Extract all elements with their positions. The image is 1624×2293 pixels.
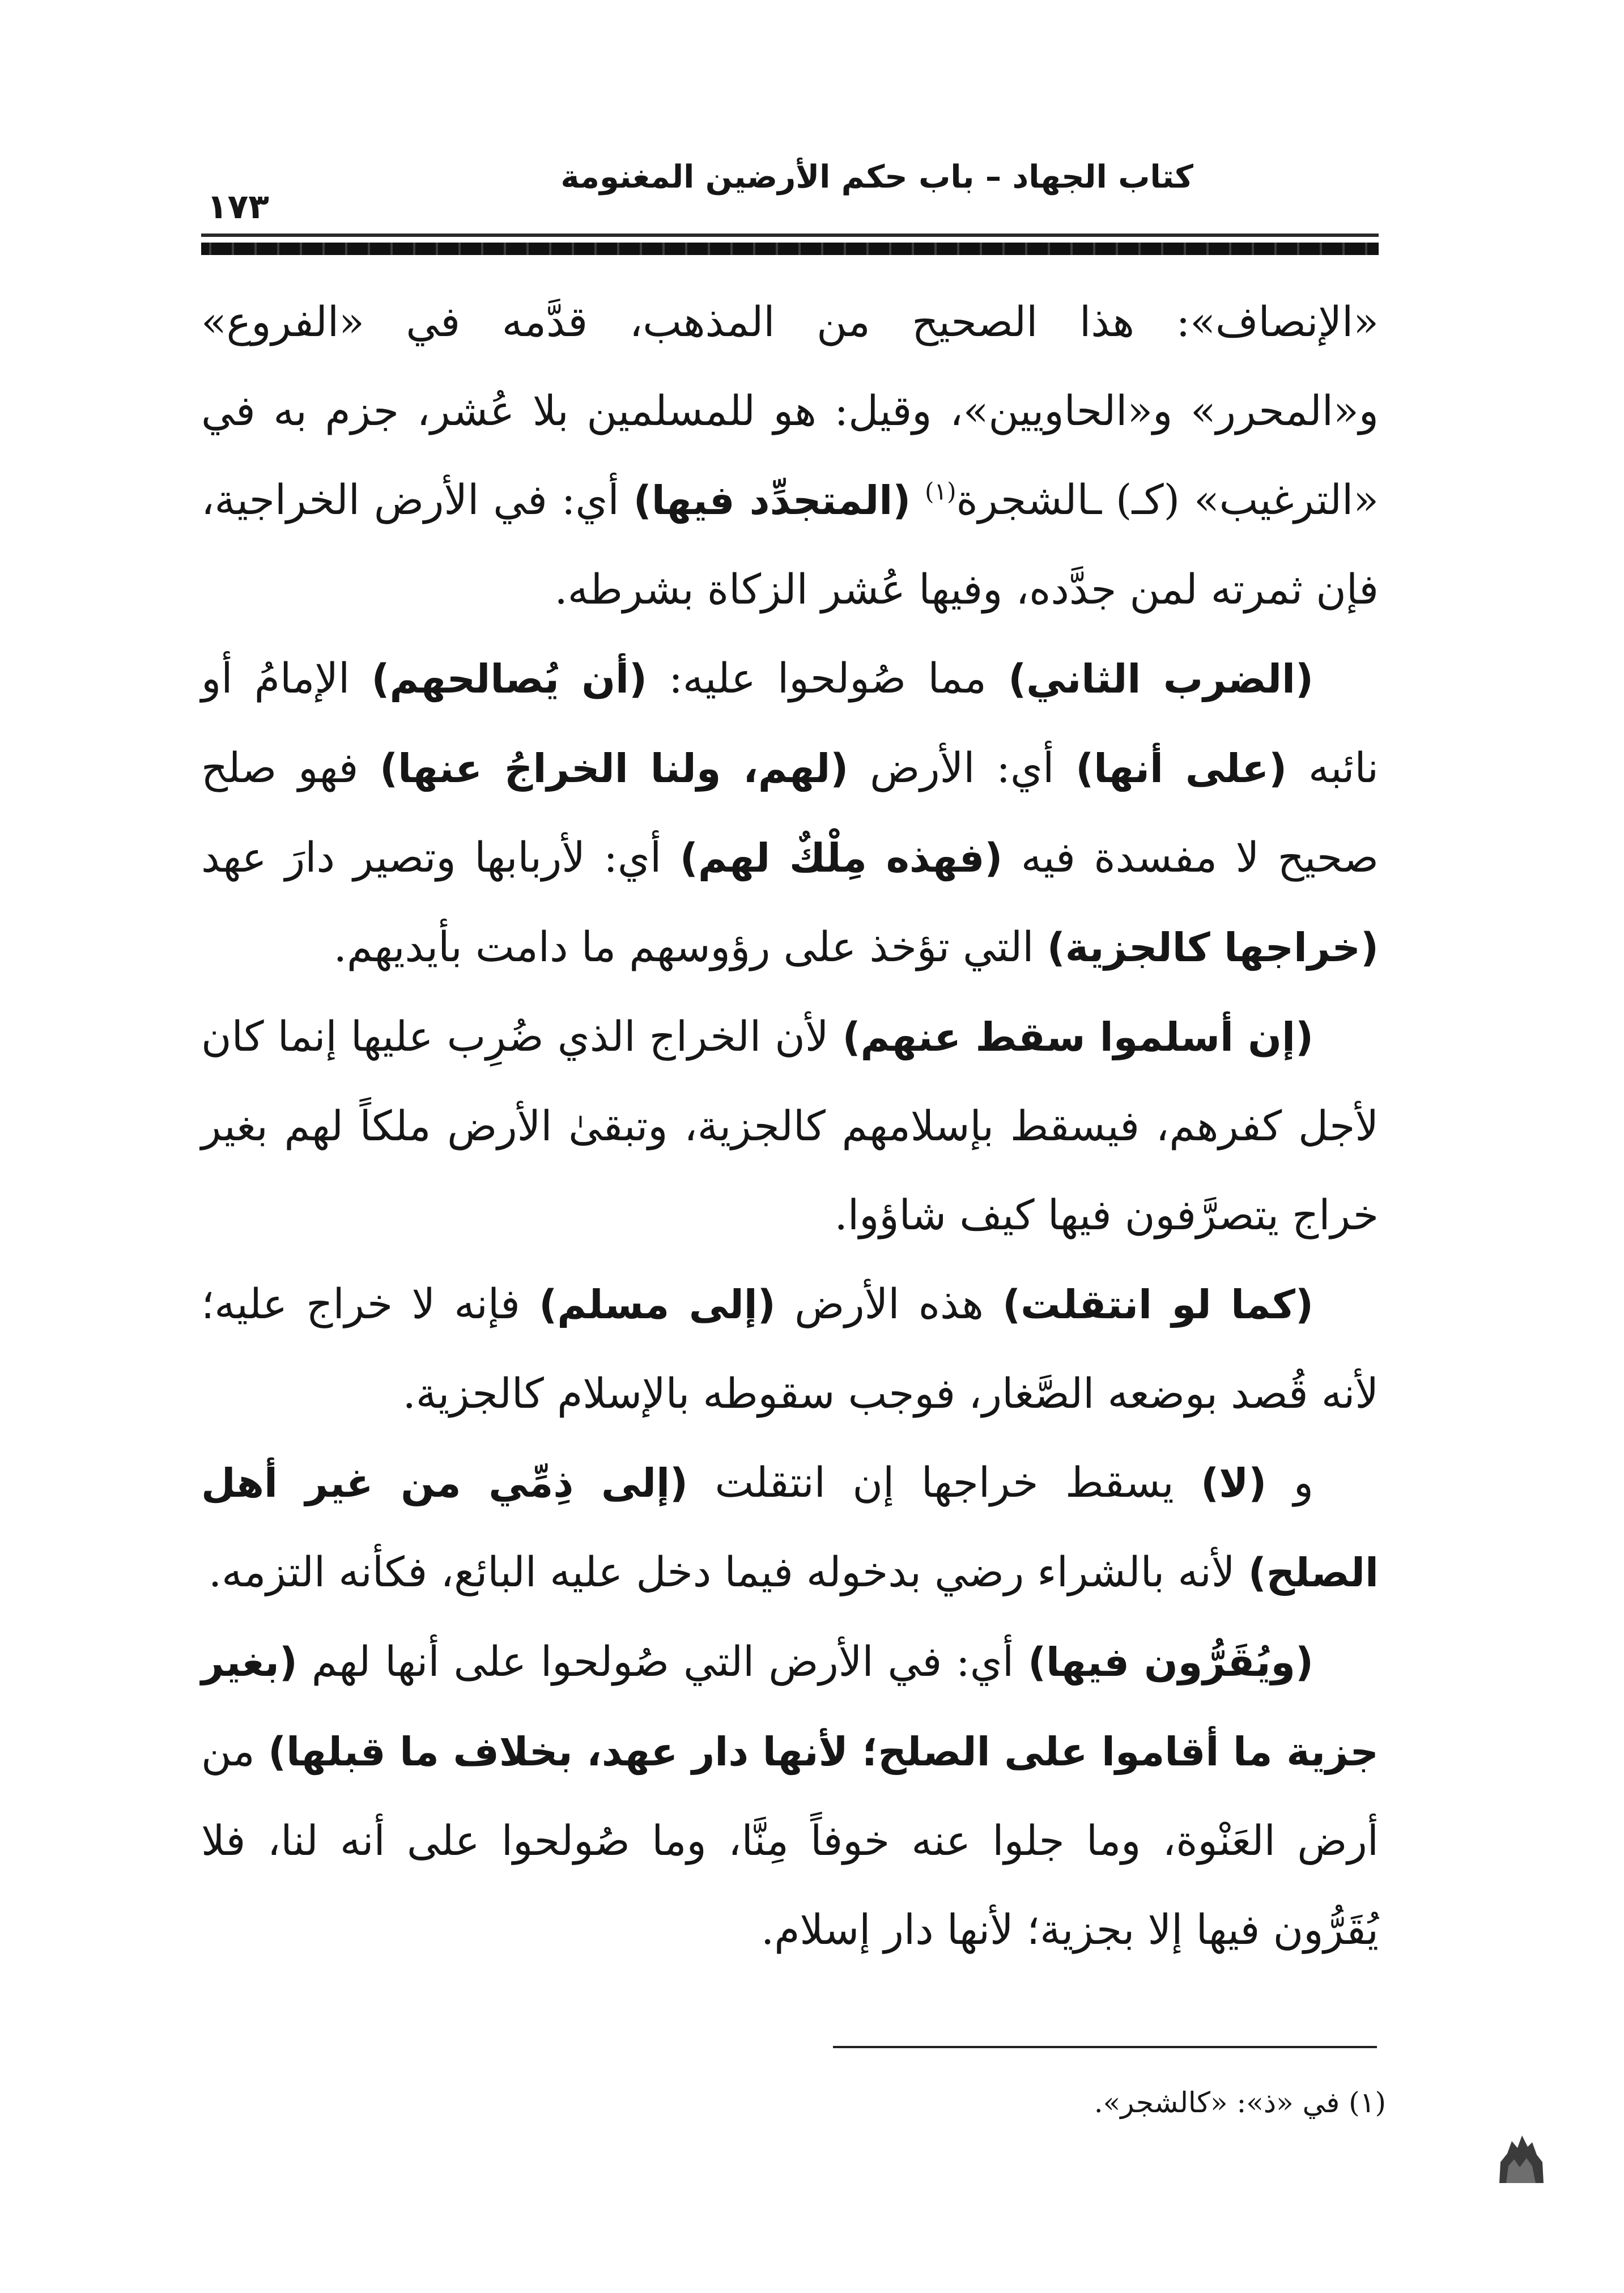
line-3-end: أي: في الأرض الخراجية، فإن ثمرته — [201, 476, 1379, 614]
text-run: فهو صلح صحيح لا مفسدة فيه — [201, 744, 1379, 882]
text-run: من أرض العَنْوة، وما جلوا عنه خوفاً مِنَّا، وما صُولحوا على أنه لنا، فلا يُقَرُّون فيها إلا بجزية؛ لأنها دار إسلام. — [201, 1727, 1379, 1954]
paragraph-2 — [201, 634, 1379, 992]
bold-phrase: (كما لو انتقلت) — [1002, 1281, 1313, 1328]
text-run: هذه الأرض — [775, 1280, 1003, 1328]
bold-phrase: (لهم، ولنا الخراجُ عنها) — [380, 745, 849, 792]
text-run: الإمامُ أو نائبه — [201, 655, 1379, 792]
line-2: و«الحاويين»، وقيل: هو للمسلمين بلا عُشر، جزم به في «الترغيب» — [201, 387, 1379, 524]
bold-phrase: (بغير جزية ما أقاموا على الصلح؛ لأنها دار عهد، بخلاف ما قبلها) — [201, 1639, 1379, 1775]
bold-phrase: (إلى مسلم) — [539, 1281, 776, 1328]
text-run: لأن الخراج الذي ضُرِب عليها إنما كان لأجل كفرهم، فيسقط بإسلامهم كالجزية، وتبقىٰ الأرض ملكاً لهم بغير خراج يتصرَّفون فيها كيف شاؤوا. — [201, 1013, 1379, 1239]
publisher-mark-icon — [1495, 2131, 1546, 2185]
line-4: لمن جدَّده، وفيها عُشر الزكاة بشرطه. — [554, 566, 1198, 614]
text-run: و — [1266, 1459, 1314, 1507]
bold-phrase: (الضرب الثاني) — [1008, 656, 1313, 702]
text-run: أي: الأرض — [848, 744, 1076, 792]
text-run: لأنه بالشراء رضي بدخوله فيما دخل عليه البائع، فكأنه التزمه. — [208, 1548, 1248, 1596]
bold-phrase: (لا) — [1201, 1460, 1267, 1506]
paragraph-6 — [201, 1617, 1379, 1974]
header-rule-thin — [201, 233, 1379, 237]
bold-phrase: (إلى ذِمِّي من غير أهل الصلح) — [201, 1460, 1379, 1596]
bold-phrase: (فهذه مِلْكٌ لهم) — [679, 835, 1003, 881]
text-run: أي: في الأرض التي صُولحوا على أنها لهم — [297, 1638, 1028, 1686]
header-rule-thick — [201, 243, 1379, 255]
footnote-marker: (١) — [925, 477, 956, 506]
paragraph-4 — [201, 1260, 1379, 1438]
line-3-start: (كـ) ـالشجرة — [956, 476, 1180, 524]
line-1: «الإنصاف»: هذا الصحيح من المذهب، قدَّمه في «الفروع» و«المحرر» — [201, 298, 1379, 435]
bold-phrase: (إن أسلموا سقط عنهم) — [842, 1014, 1313, 1060]
bold-phrase: (أن يُصالحهم) — [371, 656, 648, 702]
bold-phrase: (المتجدِّد فيها) — [633, 477, 911, 524]
paragraph-5 — [201, 1438, 1379, 1617]
footnote: (١) في «ذ»: «كالشجر». — [1094, 2086, 1386, 2119]
text-run: فإنه لا خراج عليه؛ لأنه قُصد بوضعه الصَّغار، فوجب سقوطه بالإسلام كالجزية. — [201, 1280, 1379, 1418]
text-run: أي: لأربابها وتصير دارَ عهد — [201, 834, 680, 882]
text-run: التي تؤخذ على رؤوسهم ما دامت بأيديهم. — [333, 923, 1047, 971]
running-header-title: كتاب الجهاد – باب حكم الأرضين المغنومة — [560, 159, 1193, 196]
paragraph-3 — [201, 992, 1379, 1260]
footnote-separator — [833, 2046, 1377, 2048]
bold-phrase: (خراجها كالجزية) — [1047, 924, 1379, 971]
bold-phrase: (ويُقَرُّون فيها) — [1028, 1639, 1313, 1685]
main-text — [201, 278, 1379, 1974]
page-number: ١٧٣ — [207, 187, 269, 227]
paragraph-1 — [201, 278, 1379, 634]
bold-phrase: (على أنها) — [1075, 745, 1287, 792]
space — [911, 476, 925, 524]
text-run: مما صُولحوا عليه: — [647, 655, 1009, 703]
text-run: يسقط خراجها إن انتقلت — [688, 1459, 1201, 1507]
